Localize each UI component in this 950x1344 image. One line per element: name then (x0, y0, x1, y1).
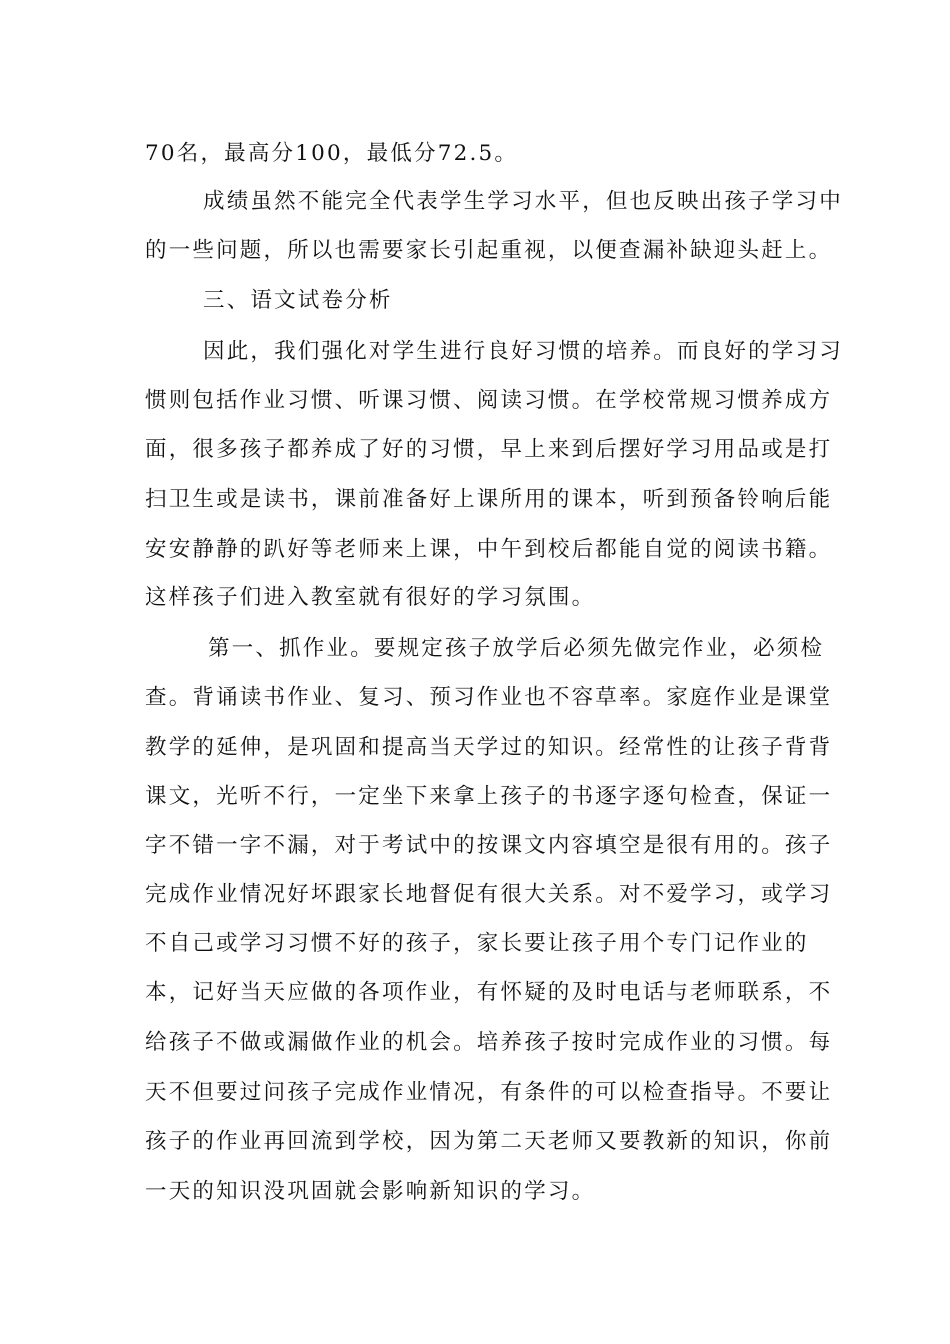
text-line: 完成作业情况好坏跟家长地督促有很大关系。对不爱学习，或学习 (145, 882, 833, 907)
text-line: 字不错一字不漏，对于考试中的按课文内容填空是很有用的。孩子 (145, 833, 833, 858)
section-heading: 三、语文试卷分析 (203, 288, 393, 313)
text-line: 的一些问题，所以也需要家长引起重视，以便查漏补缺迎头赶上。 (145, 238, 833, 263)
text-line: 因此，我们强化对学生进行良好习惯的培养。而良好的学习习 (203, 339, 843, 364)
text-line: 面，很多孩子都养成了好的习惯，早上来到后摆好学习用品或是打 (145, 437, 833, 462)
text-line: 第一、抓作业。要规定孩子放学后必须先做完作业，必须检 (208, 636, 825, 661)
text-line: 给孩子不做或漏做作业的机会。培养孩子按时完成作业的习惯。每 (145, 1030, 833, 1055)
text-line: 天不但要过问孩子完成作业情况，有条件的可以检查指导。不要让 (145, 1080, 833, 1105)
text-line: 不自己或学习习惯不好的孩子，家长要让孩子用个专门记作业的 (145, 931, 809, 956)
text-line: 这样孩子们进入教室就有很好的学习氛围。 (145, 585, 596, 610)
text-line: 一天的知识没巩固就会影响新知识的学习。 (145, 1179, 596, 1204)
text-line: 扫卫生或是读书，课前准备好上课所用的课本，听到预备铃响后能 (145, 487, 833, 512)
text-line: 查。背诵读书作业、复习、预习作业也不容草率。家庭作业是课堂 (145, 685, 833, 710)
text-line: 惯则包括作业习惯、听课习惯、阅读习惯。在学校常规习惯养成方 (145, 388, 833, 413)
text-line: 教学的延伸，是巩固和提高当天学过的知识。经常性的让孩子背背 (145, 735, 833, 760)
text-line: 本，记好当天应做的各项作业，有怀疑的及时电话与老师联系，不 (145, 980, 833, 1005)
text-line: 安安静静的趴好等老师来上课，中午到校后都能自觉的阅读书籍。 (145, 537, 833, 562)
text-line: 课文，光听不行，一定坐下来拿上孩子的书逐字逐句检查，保证一 (145, 784, 833, 809)
text-line: 孩子的作业再回流到学校，因为第二天老师又要教新的知识，你前 (145, 1129, 833, 1154)
text-line: 70名，最高分100，最低分72.5。 (145, 141, 519, 166)
text-line: 成绩虽然不能完全代表学生学习水平，但也反映出孩子学习中 (203, 189, 843, 214)
